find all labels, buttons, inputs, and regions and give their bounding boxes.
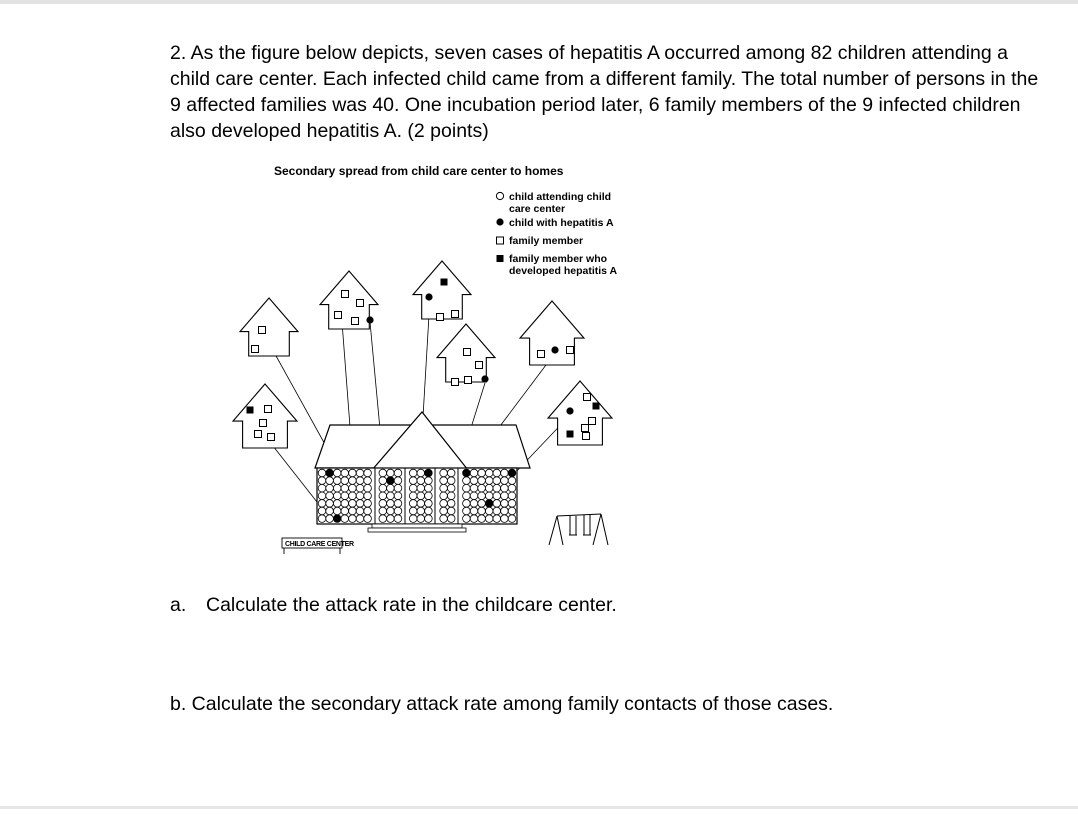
child-dot bbox=[447, 515, 455, 523]
child-dot bbox=[501, 507, 509, 515]
infected-child-dot bbox=[481, 375, 488, 382]
family-member bbox=[582, 425, 589, 432]
child-dot bbox=[493, 507, 501, 515]
child-dot bbox=[356, 484, 364, 492]
child-dot bbox=[387, 500, 395, 508]
child-dot bbox=[501, 477, 509, 485]
child-dot bbox=[485, 484, 493, 492]
child-dot bbox=[425, 515, 433, 523]
house-6 bbox=[233, 384, 297, 448]
house-5 bbox=[520, 301, 584, 365]
family-member bbox=[584, 394, 591, 401]
child-dot bbox=[349, 492, 357, 500]
child-dot bbox=[493, 500, 501, 508]
child-dot bbox=[470, 477, 478, 485]
child-dot bbox=[470, 500, 478, 508]
infected-child-dot bbox=[333, 515, 341, 523]
child-dot bbox=[470, 484, 478, 492]
child-dot bbox=[394, 500, 402, 508]
family-member bbox=[465, 377, 472, 384]
infected-child-dot bbox=[551, 346, 558, 353]
child-dot bbox=[387, 469, 395, 477]
child-dot bbox=[409, 484, 417, 492]
child-dot bbox=[326, 477, 334, 485]
child-dot bbox=[493, 492, 501, 500]
child-dot bbox=[417, 492, 425, 500]
secondary-spread-figure bbox=[228, 158, 648, 558]
legend-item-1-line1: child attending child bbox=[509, 191, 612, 203]
child-dot bbox=[447, 500, 455, 508]
legend-item-1-line2: care center bbox=[509, 203, 566, 215]
child-dot bbox=[493, 469, 501, 477]
child-dot bbox=[349, 477, 357, 485]
house-1 bbox=[240, 298, 298, 356]
infected-child-dot bbox=[425, 293, 432, 300]
family-member bbox=[335, 312, 342, 319]
child-dot bbox=[326, 507, 334, 515]
child-dot bbox=[364, 477, 372, 485]
child-dot bbox=[485, 469, 493, 477]
child-dot bbox=[463, 515, 471, 523]
family-member bbox=[538, 351, 545, 358]
child-dot bbox=[508, 492, 516, 500]
child-dot bbox=[333, 469, 341, 477]
child-dot bbox=[364, 500, 372, 508]
child-dot bbox=[333, 484, 341, 492]
child-dot bbox=[463, 477, 471, 485]
infected-child-dot bbox=[508, 469, 516, 477]
legend-item-3: family member bbox=[509, 235, 584, 247]
child-dot bbox=[501, 484, 509, 492]
child-dot bbox=[379, 484, 387, 492]
child-dot bbox=[341, 484, 349, 492]
family-member bbox=[259, 327, 266, 334]
child-dot bbox=[379, 507, 387, 515]
child-dot bbox=[440, 500, 448, 508]
child-dot bbox=[478, 500, 486, 508]
child-dot bbox=[326, 484, 334, 492]
child-dot bbox=[356, 507, 364, 515]
legend-open-square-icon bbox=[497, 237, 504, 244]
child-dot bbox=[356, 500, 364, 508]
child-dot bbox=[417, 469, 425, 477]
top-divider bbox=[0, 0, 1078, 4]
part-a-text: Calculate the attack rate in the childcare center. bbox=[206, 594, 617, 616]
infected-child-dot bbox=[485, 500, 493, 508]
infected-family-member bbox=[593, 403, 600, 410]
child-dot bbox=[387, 492, 395, 500]
child-dot bbox=[333, 492, 341, 500]
house-outline bbox=[520, 301, 584, 365]
family-member bbox=[268, 434, 275, 441]
child-dot bbox=[425, 492, 433, 500]
child-dot bbox=[485, 507, 493, 515]
swing-set-icon bbox=[549, 514, 608, 545]
sign-label: CHILD CARE CENTER bbox=[285, 541, 354, 548]
child-dot bbox=[508, 515, 516, 523]
family-member bbox=[567, 347, 574, 354]
family-member bbox=[252, 346, 259, 353]
child-dot bbox=[341, 500, 349, 508]
question-text bbox=[170, 40, 1050, 144]
house-outline bbox=[233, 384, 297, 448]
child-dot bbox=[478, 477, 486, 485]
child-dot bbox=[463, 492, 471, 500]
child-dot bbox=[394, 469, 402, 477]
child-dot bbox=[326, 515, 334, 523]
child-dot bbox=[318, 484, 326, 492]
family-member bbox=[255, 431, 262, 438]
infected-child-dot bbox=[425, 469, 433, 477]
child-dot bbox=[440, 484, 448, 492]
child-dot bbox=[485, 515, 493, 523]
child-dot bbox=[463, 500, 471, 508]
child-dot bbox=[447, 507, 455, 515]
child-dot bbox=[318, 477, 326, 485]
child-dot bbox=[493, 515, 501, 523]
child-dot bbox=[341, 507, 349, 515]
part-b-question: b. Calculate the secondary attack rate among family contacts of those cases. bbox=[170, 693, 834, 715]
child-dot bbox=[508, 500, 516, 508]
child-dot bbox=[478, 492, 486, 500]
child-dot bbox=[349, 500, 357, 508]
child-dot bbox=[341, 515, 349, 523]
child-dot bbox=[447, 492, 455, 500]
child-dot bbox=[364, 492, 372, 500]
child-dot bbox=[409, 500, 417, 508]
child-dot bbox=[364, 484, 372, 492]
child-dot bbox=[463, 484, 471, 492]
child-dot bbox=[394, 484, 402, 492]
child-dot bbox=[508, 477, 516, 485]
child-dot bbox=[409, 469, 417, 477]
child-dot bbox=[447, 477, 455, 485]
legend-filled-square-icon bbox=[497, 255, 504, 262]
child-dot bbox=[440, 507, 448, 515]
child-dot bbox=[341, 469, 349, 477]
child-dot bbox=[318, 500, 326, 508]
child-dot bbox=[387, 507, 395, 515]
child-dot bbox=[425, 484, 433, 492]
child-dot bbox=[501, 492, 509, 500]
child-dot bbox=[440, 477, 448, 485]
child-dot bbox=[387, 515, 395, 523]
child-dot bbox=[425, 477, 433, 485]
child-dot bbox=[501, 469, 509, 477]
infected-family-member bbox=[567, 431, 574, 438]
child-dot bbox=[417, 500, 425, 508]
child-dot bbox=[387, 484, 395, 492]
child-dot bbox=[409, 492, 417, 500]
family-member bbox=[265, 406, 272, 413]
infected-child-dot bbox=[366, 316, 373, 323]
child-dot bbox=[318, 492, 326, 500]
child-dot bbox=[493, 477, 501, 485]
house-outline bbox=[413, 261, 471, 319]
child-dot bbox=[379, 492, 387, 500]
legend-item-2: child with hepatitis A bbox=[509, 217, 614, 229]
child-dot bbox=[349, 515, 357, 523]
house-3 bbox=[413, 261, 471, 321]
legend-open-circle-icon bbox=[496, 192, 503, 199]
child-dot bbox=[409, 507, 417, 515]
child-dot bbox=[318, 469, 326, 477]
child-dot bbox=[394, 477, 402, 485]
child-dot bbox=[508, 484, 516, 492]
child-dot bbox=[409, 515, 417, 523]
legend-filled-circle-icon bbox=[496, 218, 503, 225]
child-dot bbox=[478, 515, 486, 523]
child-dot bbox=[463, 507, 471, 515]
child-dot bbox=[447, 484, 455, 492]
child-dot bbox=[440, 515, 448, 523]
family-member bbox=[437, 314, 444, 321]
child-dot bbox=[333, 507, 341, 515]
child-dot bbox=[425, 507, 433, 515]
house-outline bbox=[548, 381, 612, 445]
infected-family-member bbox=[247, 407, 254, 414]
child-dot bbox=[318, 515, 326, 523]
child-dot bbox=[356, 469, 364, 477]
family-member bbox=[476, 362, 483, 369]
child-dot bbox=[379, 469, 387, 477]
child-dot bbox=[394, 492, 402, 500]
question-body: As the figure below depicts, seven cases of hepatitis A occurred among 82 children attending a child care center. Each infected child came from a different family. The total number of persons in the 9 affected families was 40. One incubation period later, 6 family members of the 9 infected children also developed hepatitis A. (2 points) bbox=[170, 42, 1039, 142]
house-outline bbox=[240, 298, 298, 356]
child-dot bbox=[417, 477, 425, 485]
child-dot bbox=[379, 477, 387, 485]
child-dot bbox=[341, 492, 349, 500]
child-dot bbox=[349, 469, 357, 477]
child-dot bbox=[356, 477, 364, 485]
family-member bbox=[352, 318, 359, 325]
child-dot bbox=[417, 515, 425, 523]
child-dot bbox=[326, 500, 334, 508]
child-dot bbox=[508, 507, 516, 515]
child-dot bbox=[470, 492, 478, 500]
family-member bbox=[342, 291, 349, 298]
infected-child-dot bbox=[463, 469, 471, 477]
family-member bbox=[452, 311, 459, 318]
child-dot bbox=[356, 492, 364, 500]
child-dot bbox=[440, 492, 448, 500]
child-dot bbox=[447, 469, 455, 477]
infected-child-dot bbox=[326, 469, 334, 477]
child-dot bbox=[394, 507, 402, 515]
family-member bbox=[464, 349, 471, 356]
family-member bbox=[357, 300, 364, 307]
child-dot bbox=[478, 469, 486, 477]
child-dot bbox=[409, 477, 417, 485]
child-dot bbox=[440, 469, 448, 477]
infected-child-dot bbox=[387, 477, 395, 485]
child-dot bbox=[425, 500, 433, 508]
house-7 bbox=[548, 381, 612, 445]
legend-item-4-line2: developed hepatitis A bbox=[509, 265, 618, 277]
child-dot bbox=[333, 500, 341, 508]
child-dot bbox=[478, 507, 486, 515]
infected-family-member bbox=[441, 279, 448, 286]
child-dot bbox=[379, 500, 387, 508]
child-dot bbox=[478, 484, 486, 492]
child-dot bbox=[364, 515, 372, 523]
family-member bbox=[260, 420, 267, 427]
family-member bbox=[589, 418, 596, 425]
figure-title: Secondary spread from child care center to homes bbox=[274, 164, 564, 178]
child-dot bbox=[341, 477, 349, 485]
child-dot bbox=[326, 492, 334, 500]
child-care-center-sign bbox=[282, 538, 354, 554]
child-dot bbox=[501, 500, 509, 508]
child-dot bbox=[364, 507, 372, 515]
part-a-label: a. bbox=[170, 594, 187, 616]
bottom-divider bbox=[0, 806, 1078, 809]
child-dot bbox=[417, 507, 425, 515]
part-a-question bbox=[170, 594, 617, 617]
child-dot bbox=[485, 492, 493, 500]
child-dot bbox=[318, 507, 326, 515]
child-dot bbox=[394, 515, 402, 523]
child-dot bbox=[349, 484, 357, 492]
child-dot bbox=[417, 484, 425, 492]
child-dot bbox=[470, 507, 478, 515]
child-dot bbox=[493, 484, 501, 492]
child-dot bbox=[333, 477, 341, 485]
child-dot bbox=[364, 469, 372, 477]
legend-item-4-line1: family member who bbox=[509, 253, 608, 265]
child-dot bbox=[356, 515, 364, 523]
child-dot bbox=[470, 469, 478, 477]
house-2 bbox=[320, 271, 378, 329]
child-dot bbox=[470, 515, 478, 523]
legend bbox=[496, 191, 617, 277]
child-dot bbox=[349, 507, 357, 515]
family-member bbox=[452, 379, 459, 386]
question-number: 2. bbox=[170, 42, 187, 64]
child-dot bbox=[501, 515, 509, 523]
infected-child-dot bbox=[566, 407, 573, 414]
family-member bbox=[583, 433, 590, 440]
child-dot bbox=[379, 515, 387, 523]
house-4 bbox=[437, 324, 495, 386]
child-dot bbox=[485, 477, 493, 485]
